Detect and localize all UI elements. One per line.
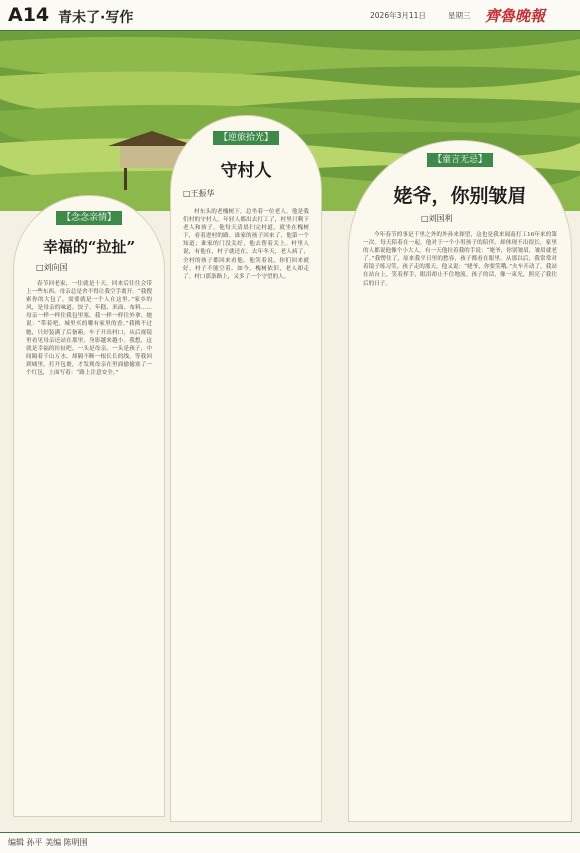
article-body: 村东头的老槐树下，总坐着一位老人。他是我们村的守村人。年轻人都出去打工了，村里只剩下老人和孩子。他每天清晨扫完村道，就坐在槐树下，看着进村的路。谁家的孩子回来了，他第一个知道；谁家的门没关好，他去帮着关上。村里人说，有他在，村子就还在。去年冬天，老人病了，全村的孩子都回来看他。他笑着说，你们回来就好，村子不能空着。如今，槐树依旧，老人却走了。村口那条路上，又多了一个守望的人。	[183, 209, 309, 280]
page-header	[0, 0, 580, 31]
article-title: 守村人	[220, 161, 272, 181]
article-tag: 【逆旅拾光】	[213, 131, 279, 145]
article-column-2	[170, 115, 322, 822]
article-body: 今年春节的事是千里之外的外孙来探望，这也是我来闻南打工16年来的第一次。每天陪着在一起，他对于一个小男孩子的陪伴，却体现不出很长，家里的人都说他像个小大人。有一天他拉着我的手说：“姥爷，你别皱眉，皱眉就老了。”我愣住了，原来我平日里的愁容，孩子都看在眼里。从那以后，我常常对着镜子练习笑。孩子走的那天，他又说：“姥爷，你要笑哦。”火车开动了，我站在站台上，笑着挥手，眼泪却止不住地流。孩子的话，像一束光，照亮了我往后的日子。	[363, 232, 557, 287]
article-author: □王振华	[183, 189, 215, 198]
article-author: □刘国利	[421, 214, 453, 223]
section-title: 青未了·写作	[58, 10, 134, 26]
newspaper-logo: 齊魯晚報	[485, 7, 546, 25]
article-column-3	[348, 140, 572, 822]
article-body: 春节回老家，一住就是十天，回来后往往会带上一些东西。母亲总是舍不得让我空手离开。“我搜索你的大包了，需要就是一个人在这里。”家乡的风，是母亲的味道。饺子、年糕、米面、布料……母亲一样一样往我包里塞，我一样一样往外拿。她说：“带着吧，城里买的哪有家里的香。”我拗不过她，只好装满了后备箱。车子开出村口，从后视镜里看见母亲还站在那里，身影越来越小。我想，这就是幸福的拉扯吧。一头是母亲，一头是孩子，中间隔着千山万水，却隔不断一根长长的线。等我回到城里，打开包裹，才发现母亲在里面偷偷塞了一个红包，上面写着：“路上注意安全。”	[26, 281, 152, 377]
article-tag: 【童言无忌】	[427, 153, 493, 167]
article-title: 姥爷，你别皱眉	[393, 185, 527, 207]
page-footer	[0, 832, 580, 853]
article-title: 幸福的“拉扯”	[42, 238, 136, 256]
issue-weekday: 星期三	[448, 11, 471, 20]
issue-date: 2026年3月11日	[370, 11, 426, 20]
page-number: A14	[8, 4, 50, 26]
article-author: □刘向国	[36, 263, 68, 272]
article-tag: 【念念亲情】	[56, 211, 122, 225]
article-column-1	[13, 195, 165, 817]
editor-credit: 编辑 孙平 美编 陈明围	[8, 838, 88, 847]
